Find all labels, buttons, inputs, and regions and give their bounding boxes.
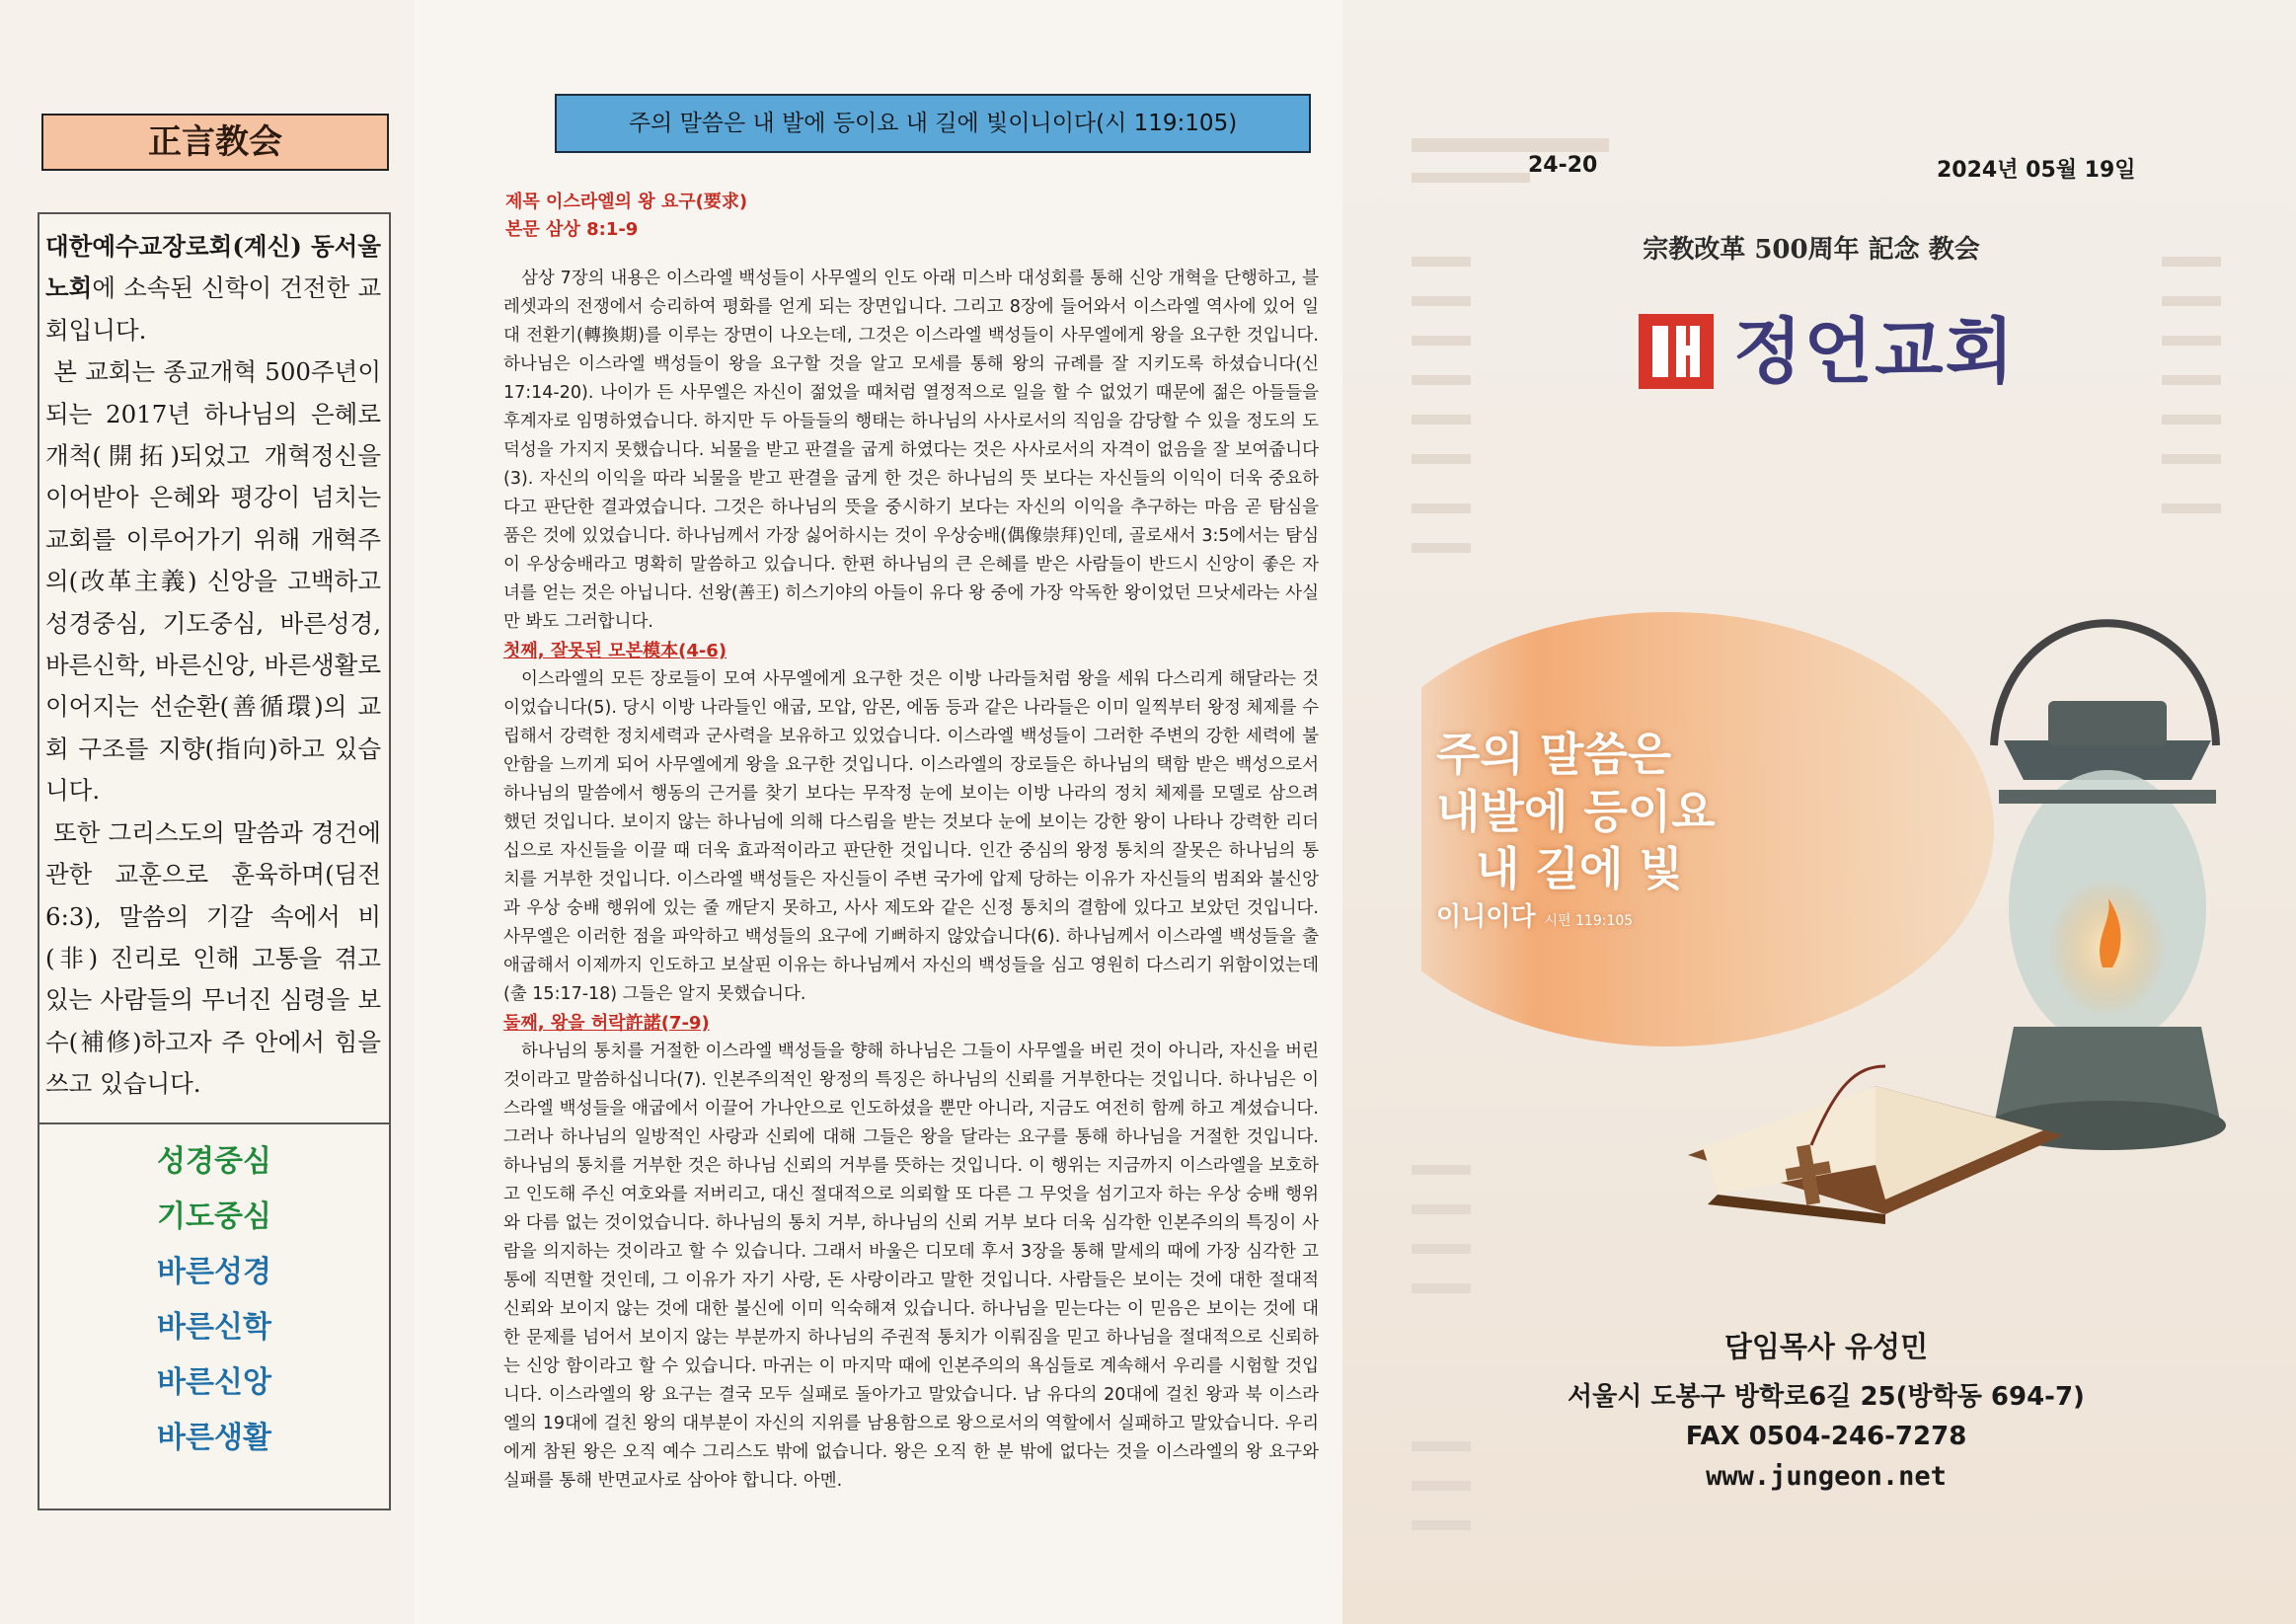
anniversary-caption: 宗教改革 500周年 記念 教会 xyxy=(1643,235,1980,265)
sermon-paragraph: 이스라엘의 모든 장로들이 모여 사무엘에게 요구한 것은 이방 나라들처럼 왕을 세워 다스리게 해달라는 것이었습니다(5). 당시 이방 나라들인 애굽, 모압, 암몬, 에돔 등과 같은 나라들은 이미 일찍부터 왕정 체제를 수립해서 강력한 정치세력과 군사력을 보유하고 있었습니다. 이스라엘 백성들이 그러한 주변의 강한 세력에 불안함을 느끼게 되어 사무엘에게 왕을 요구한 것입니다. 이스라엘의 장로들은 하나님의 택함 받은 백성으로서 하나님의 말씀에서 행동의 근거를 찾기 보다는 무작정 눈에 보이는 이방 나라의 정치 체제를 모델로 삼으려 했던 것입니다. 보이지 않는 하나님에 의해 다스림을 받는 것보다 눈에 보이는 강한 왕이 나타나 강력한 리더십으로 자신들을 이끌 때 더욱 효과적이라고 판단한 것입니다. 인간 중심의 왕정 통치의 잘못은 하나님의 통치를 거부한 것입니다. 이스라엘 백성들은 자신들이 주변 국가에 압제 당하는 이유가 자신들의 범죄와 불신앙과 우상 숭배 행위에 있는 줄 깨닫지 못하고, 사사 제도와 같은 신정 통치의 결함에 있다고 보았던 것입니다. 사무엘은 이러한 점을 파악하고 백성들의 요구에 기뻐하지 않았습니다(6). 하나님께서 이스라엘 백성들을 출 애굽해서 이제까지 인도하고 보살핀 이유는 하나님께서 자신의 백성들을 심고 영원히 다스리기 위함이었는데(출 15:17-18) 그들은 알지 못했습니다. xyxy=(503,669,1319,1004)
value-item: 바른성경 xyxy=(157,1255,271,1289)
intro-p3-text: 또한 그리스도의 말씀과 경건에 관한 교훈으로 훈육하며(딤전 6:3), 말씀의 기갈 속에서 비(非) 진리로 인해 고통을 겪고 있는 사람들의 무너진 심령을 보수(補修)하고자 주 안에서 힘을 쓰고 있습니다. xyxy=(45,817,381,1099)
value-item: 바른생활 xyxy=(157,1421,271,1455)
intro-lead: 대한예수교장로회(계신) 동서울 노회 xyxy=(45,232,381,303)
art-verse-line: 주의 말씀은 xyxy=(1436,728,1672,781)
issue-number: 24-20 xyxy=(1528,153,1598,178)
intro-p1-rest: 에 소속된 신학이 건전한 교회입니다. xyxy=(45,273,381,345)
sermon-body xyxy=(503,265,1319,1496)
intro-paragraph-1 xyxy=(45,226,381,351)
verse-banner: 주의 말씀은 내 발에 등이요 내 길에 빛이니이다(시 119:105) xyxy=(555,94,1311,153)
sermon-heading: 첫째, 잘못된 모본模本(4-6) xyxy=(503,641,727,661)
values-list xyxy=(39,1134,389,1466)
intro-box xyxy=(38,212,391,1510)
issue-date: 2024년 05월 19일 xyxy=(1937,158,2136,183)
intro-p2-text: 본 교회는 종교개혁 500주년이 되는 2017년 하나님의 은혜로 개척(開拓)되었고 개혁정신을 이어받아 은혜와 평강이 넘치는 교회를 이루어가기 위해 개혁주의(改革主義) 신앙을 고백하고 성경중심, 기도중심, 바른성경, 바른신학, 바른신앙, 바른생활로 이어지는 선순환(善循環)의 교회 구조를 지향(指向)하고 있습니다. xyxy=(45,357,381,806)
fax-number: FAX 0504-246-7278 xyxy=(1685,1422,1967,1451)
sermon-paragraph: 하나님의 통치를 거절한 이스라엘 백성들을 향해 하나님은 그들이 사무엘을 버린 것이 아니라, 자신을 버린 것이라고 말씀하십니다(7). 인본주의적인 왕정의 특징은 하나님의 신뢰를 거부한다는 것입니다. 하나님은 이스라엘 백성들을 애굽에서 이끌어 가나안으로 인도하셨을 뿐만 아니라, 지금도 여전히 함께 하고 계셨습니다. 그러나 하나님의 일방적인 사랑과 신뢰에 대해 그들은 왕을 달라는 요구를 통해 하나님을 거절한 것입니다. 하나님의 통치를 거부한 것은 하나님 신뢰의 거부를 뜻하는 것입니다. 이 행위는 지금까지 이스라엘을 보호하고 인도해 주신 여호와를 저버리고, 대신 절대적으로 의뢰할 또 다른 그 무엇을 섬기고자 하는 우상 숭배 행위와 다름 없는 것이었습니다. 하나님의 통치 거부, 하나님의 신뢰 거부 보다 더욱 심각한 인본주의의 특징이 사람을 의지하는 것이라고 할 수 있습니다. 그래서 바울은 디모데 후서 3장을 통해 말세의 때에 가장 심각한 고통에 직면할 것인데, 그 이유가 자기 사랑, 돈 사랑이라고 말한 것입니다. 사람들은 보이는 것에 대한 절대적 신뢰와 보이지 않는 것에 대한 불신에 이미 익숙해져 있습니다. 하나님을 믿는다는 이 믿음은 보이는 것에 대한 문제를 넘어서 보이지 않는 부분까지 하나님의 주권적 통치가 이뤄짐을 믿고 하나님을 절대적으로 신뢰하는 신앙 함이라고 할 수 있습니다. 마귀는 이 마지막 때에 인본주의의 욕심들로 계속해서 우리를 시험할 것입니다. 이스라엘의 왕 요구는 결국 모두 실패로 돌아가고 말았습니다. 남 유다의 20대에 걸친 왕과 북 이스라엘의 19대에 걸친 왕의 대부분이 자신의 지위를 남용함으로 왕으로서의 역할에서 실패하고 말았습니다. 우리에게 참된 왕은 오직 예수 그리스도 밖에 없습니다. 왕은 오직 한 분 밖에 없다는 것을 이스라엘의 왕 요구와 실패를 통해 반면교사로 삼아야 합니다. 아멘. xyxy=(503,1042,1319,1491)
intro-text xyxy=(45,226,381,1106)
pastor-name: 담임목사 유성민 xyxy=(1723,1330,1929,1363)
art-verse-line: 내 길에 빛 xyxy=(1476,842,1683,895)
art-verse-line4: 이니이다 xyxy=(1436,902,1536,932)
sermon-title: 제목 이스라엘의 왕 요구(要求) xyxy=(505,192,748,212)
art-verse-ref: 시편 119:105 xyxy=(1544,913,1634,929)
sermon-paragraph: 삼상 7장의 내용은 이스라엘 백성들이 사무엘의 인도 아래 미스바 대성회를 통해 신앙 개혁을 단행하고, 블레셋과의 전쟁에서 승리하여 평화를 얻게 되는 장면입니다. 그리고 8장에 들어와서 이스라엘 역사에 있어 일대 전환기(轉換期)를 이루는 장면이 나오는데, 그것은 이스라엘 백성들이 사무엘에게 왕을 요구한 것입니다. 하나님은 이스라엘 백성들이 왕을 요구할 것을 알고 모세를 통해 왕의 규례를 잘 지키도록 하셨습니다(신 17:14-20). 나이가 든 사무엘은 자신이 젊었을 때처럼 열정적으로 일을 할 수 없었기 때문에 젊은 아들들을 후계자로 임명하였습니다. 하지만 두 아들들의 행태는 하나님의 사사로서의 직임을 감당할 수 있을 정도의 도덕성을 가지지 못했습니다. 뇌물을 받고 판결을 굽게 하였다는 것은 사사로서의 자격이 없음을 잘 보여줍니다(3). 자신의 이익을 따라 뇌물을 받고 판결을 굽게 한 것은 하나님의 뜻 보다는 자신들의 이익이 더욱 중요하다고 판단한 결과였습니다. 그것은 하나님의 뜻을 중시하기 보다는 자신의 이익을 추구하는 마음 곧 탐심을 품은 것에 있었습니다. 하나님께서 가장 싫어하시는 것이 우상숭배(偶像崇拜)인데, 골로새서 3:5에서는 탐심이 우상숭배라고 명확히 말씀하고 있습니다. 한편 하나님의 큰 은혜를 받은 사람들이 반드시 신앙이 좋은 자녀를 얻는 것은 아닙니다. 선왕(善王) 히스기야의 아들이 유다 왕 중에 가장 악독한 왕이었던 므낫세라는 사실만 봐도 그러합니다. xyxy=(503,269,1319,632)
sermon-heading: 둘째, 왕을 허락許諾(7-9) xyxy=(503,1013,710,1034)
website-url: www.jungeon.net xyxy=(1706,1461,1947,1492)
sermon-scripture: 본문 삼상 8:1-9 xyxy=(505,219,639,240)
value-item: 바른신앙 xyxy=(157,1365,271,1400)
church-name: 정언교회 xyxy=(1733,310,2017,393)
intro-paragraph-3 xyxy=(45,812,381,1106)
church-title-hanja: 正言教会 xyxy=(41,114,389,171)
art-verse-line-last xyxy=(1436,897,1762,941)
intro-paragraph-2 xyxy=(45,351,381,812)
value-item: 기도중심 xyxy=(157,1199,271,1234)
value-item: 성경중심 xyxy=(157,1144,271,1179)
church-address: 서울시 도봉구 방학로6길 25(방학동 694-7) xyxy=(1568,1382,2085,1412)
art-verse-line: 내발에 등이요 xyxy=(1436,785,1716,838)
intro-divider xyxy=(39,1122,389,1124)
church-logo-icon xyxy=(1639,314,1714,389)
value-item: 바른신학 xyxy=(157,1310,271,1345)
illustration-verse xyxy=(1436,726,1762,941)
